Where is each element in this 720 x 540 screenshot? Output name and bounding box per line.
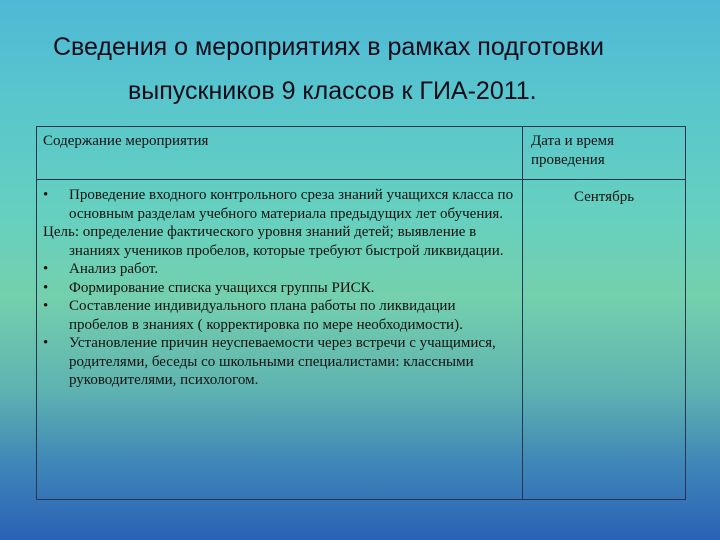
goal-text (43, 223, 516, 260)
list-item-text: Анализ работ. (69, 261, 159, 277)
title-line-1: Сведения о мероприятиях в рамках подготовки (53, 33, 604, 61)
list-item-text: Формирование списка учащихся группы РИСК. (69, 279, 375, 296)
list-item (43, 260, 516, 279)
list-item-text: Составление индивидуального плана работы по ликвидации пробелов в знаниях ( корректировка по мере необходимости). (69, 298, 463, 333)
bullet-icon: • (43, 298, 49, 314)
header-content: Содержание мероприятия (37, 127, 523, 180)
events-table (36, 126, 686, 500)
list-item-text: Проведение входного контрольного среза знаний учащихся класса по основным разделам учебного материала предыдущих лет обучения. (69, 187, 514, 222)
list-item-text: Цель: определение фактического уровня знаний детей; выявление в знаниях учеников пробелов, которые требуют быстрой ликвидации. (43, 224, 504, 259)
list-item (43, 279, 516, 298)
date-cell: Сентябрь (523, 180, 686, 500)
bullet-icon: • (43, 279, 49, 296)
list-item (43, 297, 516, 334)
title-line-2: выпускников 9 классов к ГИА-2011. (128, 77, 537, 105)
list-item-text: Установление причин неуспеваемости через встречи с учащимися, родителями, беседы со школьными специалистами: классными руководителями, психологом. (69, 335, 496, 388)
header-date: Дата и время проведения (523, 127, 686, 180)
list-item (43, 334, 516, 390)
bullet-icon: • (43, 335, 49, 351)
content-cell (37, 180, 523, 500)
event-list (43, 186, 516, 390)
bullet-icon: • (43, 261, 49, 277)
list-item (43, 186, 516, 223)
bullet-icon: • (43, 187, 49, 203)
table-header-row (37, 127, 686, 180)
table-row (37, 180, 686, 500)
